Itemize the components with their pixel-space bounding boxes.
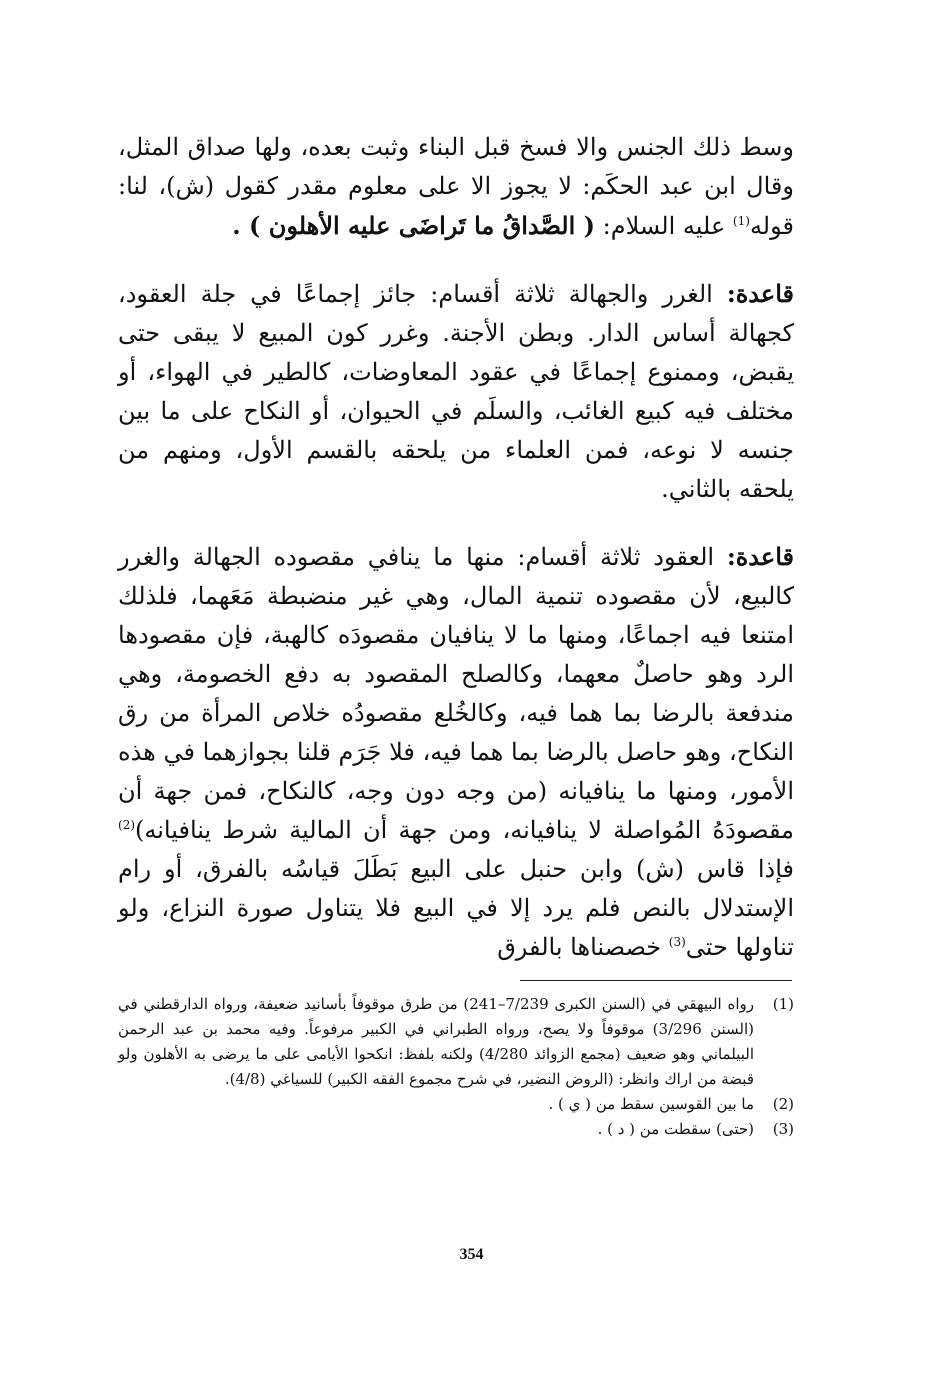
paragraph-1 [118, 128, 794, 246]
footnote-number: (2) [772, 1095, 794, 1113]
footnote-text: ما بين القوسين سقط من ( ي ) . [548, 1095, 754, 1113]
footnote-text: (حتى) سقطت من ( د ) . [597, 1120, 754, 1138]
paragraph-3-text: العقود ثلاثة أقسام: منها ما ينافي مقصوده الجهالة والغرر كالبيع، لأن مقصوده تنمية المال، وهي غير منضبطة مَعَهما، فلذلك امتنعا فيه اجماعًا، ومنها ما لا ينافيان مقصودَه كالهبة، فإن مقصودها الرد وهو حاصلٌ معهما، وكالصلح المقصود به دفع الخصومة، وهي مندفعة بالرضا بما هما فيه، وكالخُلع مقصودُه خلاص المرأة من رق النكاح، وهو حاصل بالرضا بما هما فيه، فلا جَرَم قلنا بجوازهما في هذه الأمور، ومنها ما ينافيانه (من وجه دون وجه، كالنكاح، فمن جهة أن مقصودَهُ المُواصلة لا ينافيانه، ومن جهة أن المالية شرط ينافيانه) [118, 543, 794, 844]
main-text [118, 128, 794, 967]
footnotes [118, 992, 794, 1142]
paragraph-2-text: الغرر والجهالة ثلاثة أقسام: جائز إجماعًا في جلة العقود، كجهالة أساس الدار. وبطن الأجنة. وغرر كون المبيع لا يبقى حتى يقبض، وممنوع إجماعًا في عقود المعاوضات، كالطير في الهواء، أو مختلف فيه كبيع الغائب، والسلَم في الحيوان، أو النكاح على ما بين جنسه لا نوعه، فمن العلماء من يلحقه بالقسم الأول، ومنهم من يلحقه بالثاني. [118, 280, 794, 503]
paragraph-1-text: وسط ذلك الجنس والا فسخ قبل البناء وثبت بعده، ولها صداق المثل، وقال ابن عبد الحكَم: لا يجوز الا على معلوم مقدر كقول (ش)، لنا: قوله [118, 133, 794, 240]
paragraph-1-text-b: عليه السلام: [595, 212, 733, 240]
paragraph-2 [118, 274, 794, 509]
footnote-1 [118, 992, 794, 1092]
footnote-text: رواه البيهقي في (السنن الكبرى 7/239–241) من طرق موقوفاً بأسانيد ضعيفة، ورواه الدارقطني في (السنن 3/296) موقوفاً ولا يصح، ورواه الطبراني في الكبير مرفوعاً. وفيه محمد بن عبد الرحمن البيلماني وهو ضعيف (مجمع الزوائد 4/280) ولكنه بلفظ: انكحوا الأيامى على ما يرضى به الأهلون ولو قبضة من اراك وانظر: (الروض النضير، في شرح مجموع الفقه الكبير) للسياغي (4/8). [118, 995, 755, 1088]
footnote-ref-2[interactable]: (2) [118, 818, 136, 832]
hadith-quote: ( الصَّداقُ ما تَراضَى عليه الأهلون ) . [232, 211, 595, 240]
rule-heading: قاعدة: [726, 542, 794, 571]
footnote-number: (3) [772, 1120, 794, 1138]
paragraph-3 [118, 537, 794, 967]
footnote-number: (1) [772, 995, 794, 1013]
footnote-ref-1[interactable]: (1) [732, 214, 750, 228]
paragraph-3-text-c: خصصناها بالفرق [497, 933, 669, 961]
footnote-divider [520, 980, 792, 981]
footnote-3 [118, 1117, 794, 1142]
footnote-2 [118, 1092, 794, 1117]
rule-heading: قاعدة: [726, 279, 794, 308]
paragraph-3-text-b: فإذا قاس (ش) وابن حنبل على البيع بَطَلَ قياسُه بالفرق، أو رام الإستدلال بالنص فلم يرد إلا في البيع فلا يتناول صورة النزاع، ولو تناولها حتى [118, 855, 794, 961]
page-number: 354 [459, 1246, 484, 1263]
footnote-ref-3[interactable]: (3) [668, 935, 686, 949]
